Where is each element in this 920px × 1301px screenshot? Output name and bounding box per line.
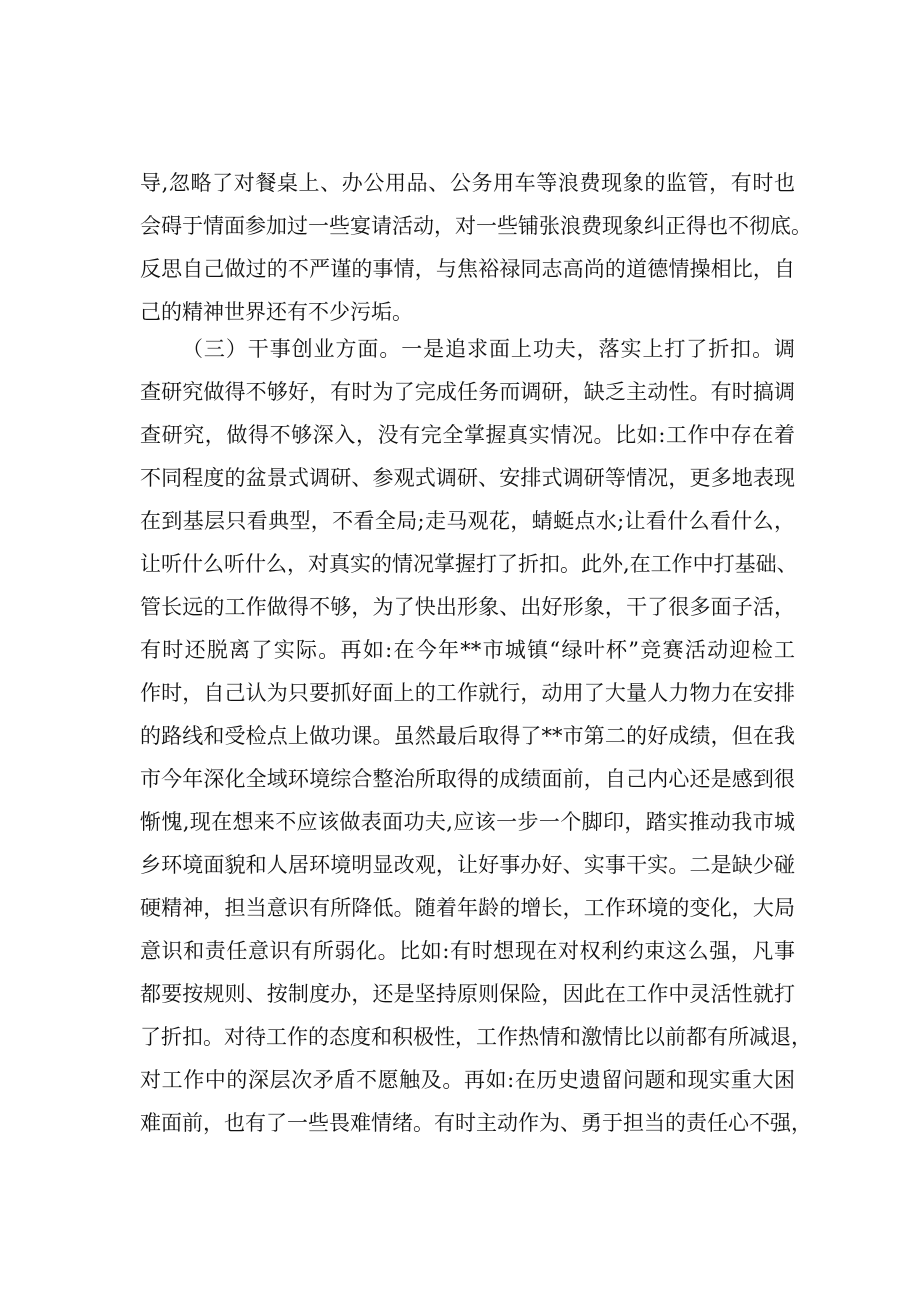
paragraph-line: 作时，自己认为只要抓好面上的工作就行，动用了大量人力物力在安排 [140,681,795,705]
paragraph-line: 乡环境面貌和人居环境明显改观，让好事办好、实事干实。二是缺少碰 [140,853,795,877]
paragraph-line: 市今年深化全域环境综合整治所取得的成绩面前，自己内心还是感到很 [140,767,795,791]
paragraph-2 [140,328,812,1145]
paragraph-line: 了折扣。对待工作的态度和积极性，工作热情和激情比以前都有所减退， [140,1025,812,1049]
paragraph-1 [140,162,812,334]
paragraph-line: （三）干事创业方面。一是追求面上功夫，落实上打了折扣。调 [182,337,795,361]
paragraph-line: 在到基层只看典型，不看全局;走马观花，蜻蜓点水;让看什么看什么， [140,509,795,533]
paragraph-line: 的路线和受检点上做功课。虽然最后取得了**市第二的好成绩，但在我 [140,724,795,748]
paragraph-line: 硬精神，担当意识有所降低。随着年龄的增长，工作环境的变化，大局 [140,896,795,920]
paragraph-line: 查研究做得不够好，有时为了完成任务而调研，缺乏主动性。有时搞调 [140,380,795,404]
paragraph-line: 查研究，做得不够深入，没有完全掌握真实情况。比如:工作中存在着 [140,423,795,447]
paragraph-line: 难面前，也有了一些畏难情绪。有时主动作为、勇于担当的责任心不强， [140,1111,812,1135]
paragraph-line: 都要按规则、按制度办，还是坚持原则保险，因此在工作中灵活性就打 [140,982,795,1006]
paragraph-line: 己的精神世界还有不少污垢。 [140,300,413,324]
paragraph-line: 反思自己做过的不严谨的事情，与焦裕禄同志高尚的道德情操相比，自 [140,257,795,281]
paragraph-line: 有时还脱离了实际。再如:在今年**市城镇“绿叶杯”竞赛活动迎检工 [140,638,795,662]
paragraph-line: 意识和责任意识有所弱化。比如:有时想现在对权利约束这么强，凡事 [140,939,795,963]
paragraph-line: 惭愧,现在想来不应该做表面功夫,应该一步一个脚印，踏实推动我市城 [140,810,795,834]
paragraph-line: 导,忽略了对餐桌上、办公用品、公务用车等浪费现象的监管，有时也 [140,171,795,195]
paragraph-line: 管长远的工作做得不够，为了快出形象、出好形象，干了很多面子活， [140,595,795,619]
paragraph-line: 让听什么听什么，对真实的情况掌握打了折扣。此外,在工作中打基础、 [140,552,798,576]
paragraph-line: 对工作中的深层次矛盾不愿触及。再如:在历史遗留问题和现实重大困 [140,1068,795,1092]
paragraph-line: 会碍于情面参加过一些宴请活动，对一些铺张浪费现象纠正得也不彻底。 [140,214,812,238]
paragraph-line: 不同程度的盆景式调研、参观式调研、安排式调研等情况，更多地表现 [140,466,795,490]
